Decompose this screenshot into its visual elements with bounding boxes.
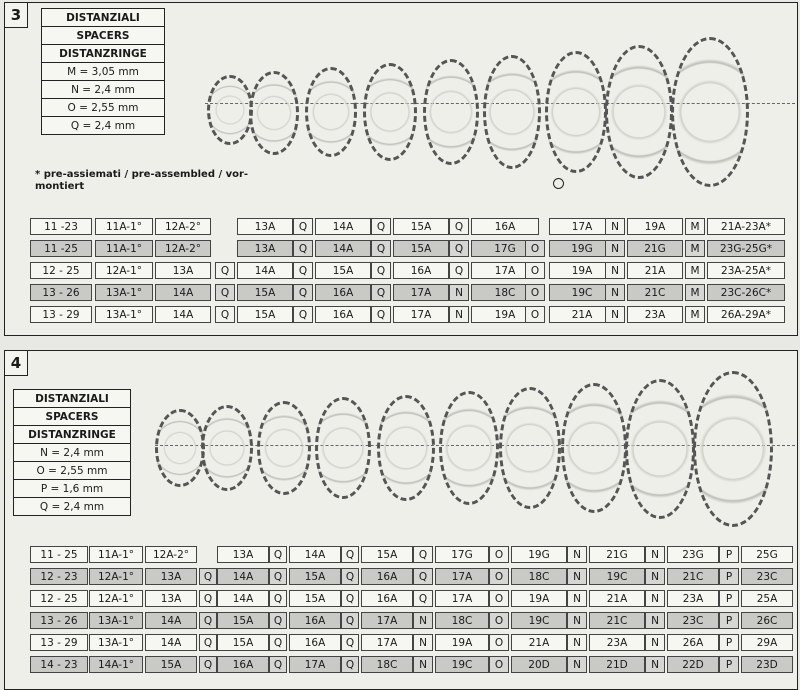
sprocket-cell: 21A: [627, 262, 683, 279]
sprocket-cell: 14A: [217, 568, 269, 585]
spacer-legend-table: [13, 389, 131, 516]
sprocket-cell: 11A-1°: [95, 240, 153, 257]
table-row: [5, 568, 795, 585]
range-cell: 13 - 29: [30, 306, 92, 323]
spacer-cell: Q: [199, 612, 217, 629]
spacer-cell: P: [719, 568, 739, 585]
spacer-cell: O: [489, 656, 509, 673]
sprocket-cell: 13A: [155, 262, 211, 279]
spacer-cell: N: [605, 306, 625, 323]
sprocket-cell: 12A-1°: [89, 568, 143, 585]
sprocket-cell: 19A: [549, 262, 615, 279]
spacer-cell: Q: [371, 262, 391, 279]
spacer-header: DISTANZIALI: [14, 390, 131, 408]
spacer-cell: N: [449, 284, 469, 301]
sprocket-cell: 11A-1°: [89, 546, 143, 563]
preassembled-note: * pre-assiemati / pre-assembled / vor- montiert: [35, 169, 249, 192]
spacer-cell: M: [685, 240, 705, 257]
sprocket-cell: 16A: [393, 262, 449, 279]
sprocket-cell: 17A: [393, 284, 449, 301]
sprocket-cell: 17A: [471, 262, 539, 279]
spacer-cell: P: [719, 546, 739, 563]
range-cell: 11 -23: [30, 218, 92, 235]
spacer-header: DISTANZRINGE: [42, 45, 165, 63]
spacer-legend-table: [41, 8, 165, 135]
spacer-cell: Q: [199, 590, 217, 607]
spacer-cell: Q: [199, 656, 217, 673]
spacer-cell: Q: [293, 240, 313, 257]
sprocket-cell: 14A: [145, 612, 197, 629]
spacer-value: O = 2,55 mm: [14, 462, 131, 480]
spacer-cell: O: [489, 590, 509, 607]
spacer-cell: Q: [413, 568, 433, 585]
sprocket-cell: 15A: [217, 612, 269, 629]
sprocket-cell: 18C: [435, 612, 489, 629]
sprocket-cell: 25A: [741, 590, 793, 607]
sprocket-cell: 13A: [237, 218, 293, 235]
range-cell: 13 - 29: [30, 634, 88, 651]
sprocket-cell: 23A-25A*: [707, 262, 785, 279]
sprocket-cell: 13A: [217, 546, 269, 563]
table-row: [5, 284, 795, 301]
spacer-cell: N: [645, 568, 665, 585]
table-row: [5, 634, 795, 651]
spacer-header: DISTANZRINGE: [14, 426, 131, 444]
sprocket-cell: 19A: [471, 306, 539, 323]
sprocket-cell: 17G: [471, 240, 539, 257]
spacer-cell: O: [525, 306, 545, 323]
spacer-cell: Q: [293, 306, 313, 323]
sprocket-cell: 14A: [237, 262, 293, 279]
spacer-cell: M: [685, 306, 705, 323]
sprocket-cell: 14A: [315, 218, 371, 235]
spacer-cell: O: [489, 568, 509, 585]
table-row: [5, 262, 795, 279]
spacer-cell: Q: [269, 568, 287, 585]
sprocket-cell: 12A-1°: [95, 262, 153, 279]
sprocket-cell: 14A: [145, 634, 197, 651]
spacer-cell: N: [645, 590, 665, 607]
sprocket-cell: 13A: [237, 240, 293, 257]
section-3-panel: [4, 2, 798, 336]
spacer-cell: N: [605, 240, 625, 257]
sprocket-cell: 13A: [145, 590, 197, 607]
sprocket-cell: 19C: [435, 656, 489, 673]
sprocket-cell: 14A: [155, 306, 211, 323]
sprocket-cell: 17G: [435, 546, 489, 563]
sprocket-cell: 23D: [741, 656, 793, 673]
sprocket-cell: 17A: [549, 218, 615, 235]
sprocket-cell: 23A: [667, 590, 719, 607]
spacer-cell: N: [567, 590, 587, 607]
sprocket-cell: 29A: [741, 634, 793, 651]
sprocket-cell: 21C: [589, 612, 645, 629]
sprocket-cell: 15A: [217, 634, 269, 651]
spacer-cell: P: [719, 656, 739, 673]
spacer-cell: Q: [215, 262, 235, 279]
sprocket-cell: 15A: [289, 590, 341, 607]
sprocket-cell: 23A: [589, 634, 645, 651]
spacer-cell: Q: [341, 656, 359, 673]
spacer-cell: Q: [371, 218, 391, 235]
table-row: [5, 612, 795, 629]
spacer-cell: Q: [413, 546, 433, 563]
sprocket-cell: 12A-2°: [155, 240, 211, 257]
spacer-value: N = 2,4 mm: [42, 81, 165, 99]
spacer-cell: Q: [341, 590, 359, 607]
spacer-cell: N: [567, 656, 587, 673]
spacer-cell: O: [525, 284, 545, 301]
section-number: 3: [4, 2, 28, 28]
spacer-cell: Q: [449, 240, 469, 257]
sprocket-cell: 17A: [435, 590, 489, 607]
sprocket-cell: 21C: [667, 568, 719, 585]
sprocket-cell: 11A-1°: [95, 218, 153, 235]
sprocket-cell: 17A: [289, 656, 341, 673]
spacer-cell: Q: [293, 218, 313, 235]
spacer-cell: Q: [371, 306, 391, 323]
range-cell: 14 - 23: [30, 656, 88, 673]
section-number: 4: [4, 350, 28, 376]
sprocket-cell: 17A: [393, 306, 449, 323]
sprocket-cell: 16A: [315, 284, 371, 301]
spacer-cell: N: [567, 546, 587, 563]
table-row: [5, 218, 795, 235]
sprocket-cell: 16A: [315, 306, 371, 323]
sprocket-cell: 15A: [361, 546, 413, 563]
spacer-cell: N: [605, 218, 625, 235]
spacer-cell: Q: [341, 634, 359, 651]
spacer-value: O = 2,55 mm: [42, 99, 165, 117]
spacer-header: SPACERS: [42, 27, 165, 45]
sprocket-cell: 26A-29A*: [707, 306, 785, 323]
sprocket-cell: 16A: [217, 656, 269, 673]
spacer-cell: N: [645, 656, 665, 673]
sprocket-cell: 15A: [145, 656, 197, 673]
sprocket-cell: 13A-1°: [89, 612, 143, 629]
sprocket-cell: 16A: [361, 568, 413, 585]
range-cell: 11 - 25: [30, 546, 88, 563]
sprocket-cell: 15A: [237, 306, 293, 323]
spacer-value: Q = 2,4 mm: [14, 498, 131, 516]
spacer-cell: M: [685, 284, 705, 301]
sprocket-cell: 16A: [471, 218, 539, 235]
spacer-cell: Q: [215, 306, 235, 323]
spacer-cell: Q: [371, 284, 391, 301]
spacer-cell: Q: [269, 656, 287, 673]
spacer-cell: Q: [449, 262, 469, 279]
spacer-cell: Q: [293, 284, 313, 301]
range-cell: 12 - 23: [30, 568, 88, 585]
table-row: [5, 306, 795, 323]
spacer-value: N = 2,4 mm: [14, 444, 131, 462]
spacer-value: M = 3,05 mm: [42, 63, 165, 81]
sprocket-cell: 14A: [315, 240, 371, 257]
spacer-cell: O: [525, 262, 545, 279]
sprocket-cell: 12A-1°: [89, 590, 143, 607]
spacer-cell: Q: [269, 546, 287, 563]
sprocket-cell: 23G: [667, 546, 719, 563]
sprocket-cell: 19C: [549, 284, 615, 301]
sprocket-cell: 18C: [511, 568, 567, 585]
spacer-cell: P: [719, 590, 739, 607]
sprocket-cell: 16A: [289, 634, 341, 651]
spacer-cell: Q: [293, 262, 313, 279]
sprocket-cell: 14A: [155, 284, 211, 301]
spacer-cell: Q: [199, 634, 217, 651]
sprocket-cell: 21A: [511, 634, 567, 651]
sprocket-cell: 13A-1°: [95, 306, 153, 323]
spacer-cell: Q: [341, 568, 359, 585]
sprocket-cell: 21A-23A*: [707, 218, 785, 235]
sprocket-cell: 14A: [217, 590, 269, 607]
sprocket-cell: 17A: [361, 612, 413, 629]
spacer-cell: N: [413, 656, 433, 673]
sprocket-cell: 21C: [627, 284, 683, 301]
sprocket-cell: 19G: [511, 546, 567, 563]
sprocket-cell: 19C: [589, 568, 645, 585]
range-cell: 13 - 26: [30, 284, 92, 301]
sprocket-cell: 16A: [289, 612, 341, 629]
sprocket-cell: 26C: [741, 612, 793, 629]
spacer-value: P = 1,6 mm: [14, 480, 131, 498]
sprocket-cell: 17A: [361, 634, 413, 651]
sprocket-cell: 19A: [511, 590, 567, 607]
spacer-cell: N: [605, 262, 625, 279]
spacer-cell: N: [645, 546, 665, 563]
range-cell: 13 - 26: [30, 612, 88, 629]
spacer-cell: N: [645, 612, 665, 629]
sprocket-cell: 25G: [741, 546, 793, 563]
sprocket-cell: 14A-1°: [89, 656, 143, 673]
sprocket-cell: 15A: [315, 262, 371, 279]
sprocket-cell: 23C-26C*: [707, 284, 785, 301]
sprocket-cell: 19A: [627, 218, 683, 235]
spacer-cell: P: [719, 612, 739, 629]
range-cell: 11 -25: [30, 240, 92, 257]
spacer-header: SPACERS: [14, 408, 131, 426]
sprocket-cell: 20D: [511, 656, 567, 673]
spacer-cell: Q: [341, 612, 359, 629]
sprocket-cell: 23A: [627, 306, 683, 323]
sprocket-cell: 21A: [549, 306, 615, 323]
sprocket-cell: 21G: [589, 546, 645, 563]
table-row: [5, 656, 795, 673]
sprocket-cell: 15A: [393, 218, 449, 235]
table-row: [5, 546, 795, 563]
sprocket-cell: 22D: [667, 656, 719, 673]
sprocket-cell: 23C: [667, 612, 719, 629]
sprocket-cell: 13A-1°: [89, 634, 143, 651]
spacer-cell: N: [449, 306, 469, 323]
spacer-cell: O: [525, 240, 545, 257]
spacer-cell: O: [489, 612, 509, 629]
sprocket-cell: 23C: [741, 568, 793, 585]
range-cell: 12 - 25: [30, 262, 92, 279]
spacer-cell: Q: [269, 634, 287, 651]
sprocket-cell: 14A: [289, 546, 341, 563]
sprocket-cell: 21G: [627, 240, 683, 257]
spacer-cell: Q: [215, 284, 235, 301]
spacer-o-marker: [553, 178, 564, 189]
sprocket-cell: 19A: [435, 634, 489, 651]
spacer-header: DISTANZIALI: [42, 9, 165, 27]
spacer-cell: Q: [269, 612, 287, 629]
sprocket-cell: 26A: [667, 634, 719, 651]
sprocket-cell: 21A: [589, 590, 645, 607]
spacer-cell: N: [645, 634, 665, 651]
spacer-cell: Q: [449, 218, 469, 235]
sprocket-cell: 18C: [361, 656, 413, 673]
sprocket-cell: 13A-1°: [95, 284, 153, 301]
spacer-cell: Q: [269, 590, 287, 607]
range-cell: 12 - 25: [30, 590, 88, 607]
spacer-cell: M: [685, 262, 705, 279]
spacer-cell: Q: [371, 240, 391, 257]
sprocket-cell: 15A: [237, 284, 293, 301]
spacer-cell: N: [413, 612, 433, 629]
sprocket-cell: 12A-2°: [155, 218, 211, 235]
spacer-cell: Q: [341, 546, 359, 563]
spacer-cell: N: [567, 634, 587, 651]
spacer-cell: O: [489, 634, 509, 651]
spacer-cell: O: [489, 546, 509, 563]
spacer-cell: Q: [199, 568, 217, 585]
sprocket-cell: 19C: [511, 612, 567, 629]
sprocket-cell: 23G-25G*: [707, 240, 785, 257]
sprocket-cell: 12A-2°: [145, 546, 197, 563]
sprocket-cell: 15A: [289, 568, 341, 585]
sprocket-cell: 19G: [549, 240, 615, 257]
spacer-cell: P: [719, 634, 739, 651]
table-row: [5, 590, 795, 607]
section-4-panel: [4, 350, 798, 690]
sprocket-cell: 16A: [361, 590, 413, 607]
spacer-cell: Q: [413, 590, 433, 607]
spacer-cell: M: [685, 218, 705, 235]
sprocket-cell: 21D: [589, 656, 645, 673]
sprocket-cell: 15A: [393, 240, 449, 257]
table-row: [5, 240, 795, 257]
sprocket-cell: 13A: [145, 568, 197, 585]
spacer-cell: N: [567, 612, 587, 629]
spacer-cell: N: [413, 634, 433, 651]
sprocket-cell: 17A: [435, 568, 489, 585]
spacer-cell: N: [605, 284, 625, 301]
spacer-cell: N: [567, 568, 587, 585]
sprocket-cell: 18C: [471, 284, 539, 301]
spacer-value: Q = 2,4 mm: [42, 117, 165, 135]
